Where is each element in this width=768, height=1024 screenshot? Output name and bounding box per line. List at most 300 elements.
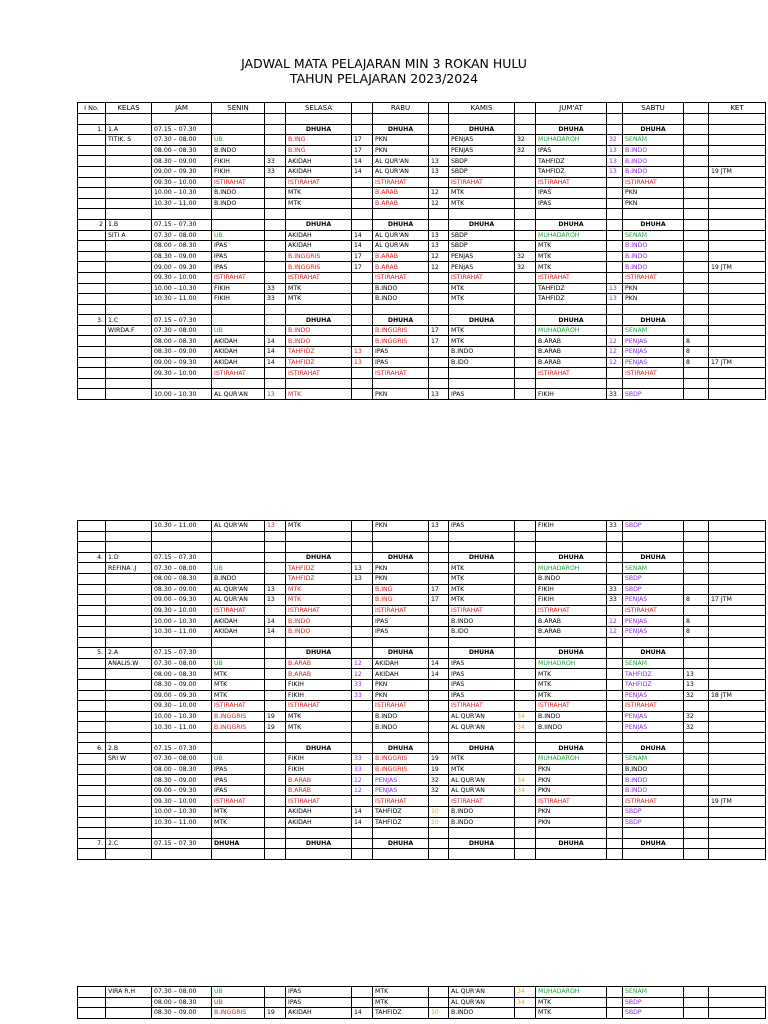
cell-kelas (106, 785, 152, 796)
cell-ket: 17 JTM (709, 357, 766, 368)
cell-jumat: MUHADAROH (536, 135, 607, 146)
cell-ket (709, 764, 766, 775)
cell-sabtu-num: 13 (684, 669, 709, 680)
cell-senin-num: 14 (265, 336, 286, 347)
cell-sabtu: PENJAS (623, 690, 684, 701)
cell-senin-num (265, 658, 286, 669)
cell-jumat: FIKIH (536, 521, 607, 532)
cell-rabu (373, 828, 429, 839)
cell-sabtu-num (684, 658, 709, 669)
cell-senin: IPAS (212, 764, 265, 775)
cell-ket (709, 637, 766, 648)
cell-jumat: PKN (536, 775, 607, 786)
cell-sabtu (623, 849, 684, 860)
cell-ket (709, 283, 766, 294)
cell-kelas (106, 669, 152, 680)
table-row (78, 595, 766, 606)
cell-kamis-num (515, 648, 536, 659)
cell-rabu-num: 19 (429, 754, 449, 765)
cell-selasa: AKIDAH (286, 807, 352, 818)
cell-selasa-num (352, 315, 373, 326)
cell-no (78, 595, 106, 606)
cell-jumat-num (607, 838, 623, 849)
cell-jam (152, 732, 212, 743)
cell-jumat: DHUHA (536, 648, 607, 659)
table-row (78, 997, 766, 1008)
cell-no (78, 711, 106, 722)
cell-selasa: FIKIH (286, 764, 352, 775)
cell-sabtu (623, 542, 684, 553)
table-row (78, 690, 766, 701)
cell-ket (709, 304, 766, 315)
cell-selasa: MTK (286, 188, 352, 199)
cell-jumat-num (607, 209, 623, 220)
header-jumat: JUM'AT (536, 103, 607, 114)
cell-senin: IPAS (212, 262, 265, 273)
cell-ket (709, 849, 766, 860)
cell-kelas (106, 251, 152, 262)
cell-rabu-num: 12 (429, 188, 449, 199)
cell-senin: ISTIRAHAT (212, 796, 265, 807)
cell-jumat: PKN (536, 807, 607, 818)
document-title: JADWAL MATA PELAJARAN MIN 3 ROKAN HULU (241, 56, 527, 71)
cell-rabu-num (429, 552, 449, 563)
cell-rabu: DHUHA (373, 124, 429, 135)
cell-jumat-num: 12 (607, 347, 623, 358)
table-row (78, 701, 766, 712)
cell-jam: 09.00 – 09.30 (152, 262, 212, 273)
cell-selasa-num: 14 (352, 817, 373, 828)
cell-selasa: B.ING (286, 145, 352, 156)
cell-sabtu-num (684, 209, 709, 220)
cell-no (78, 584, 106, 595)
cell-kelas: VIRA R.H (106, 987, 152, 998)
cell-jam: 09.30 – 10.00 (152, 605, 212, 616)
cell-selasa-num (352, 378, 373, 389)
cell-senin: FIKIH (212, 283, 265, 294)
cell-sabtu-num (684, 807, 709, 818)
cell-ket: 18 JTM (709, 690, 766, 701)
cell-rabu: AKIDAH (373, 669, 429, 680)
cell-kelas (106, 521, 152, 532)
cell-kamis-num (515, 294, 536, 305)
cell-senin: ISTIRAHAT (212, 177, 265, 188)
cell-rabu (373, 732, 429, 743)
cell-jumat (536, 542, 607, 553)
cell-jam: 08.30 – 09.00 (152, 251, 212, 262)
header-kelas: KELAS (106, 103, 152, 114)
cell-rabu-num: 13 (429, 389, 449, 400)
cell-senin-num (265, 272, 286, 283)
cell-selasa: AKIDAH (286, 230, 352, 241)
cell-senin: AL QUR'AN (212, 595, 265, 606)
cell-selasa: B.ARAB (286, 669, 352, 680)
cell-sabtu: ISTIRAHAT (623, 368, 684, 379)
cell-rabu-num: 13 (429, 230, 449, 241)
cell-senin-num: 14 (265, 357, 286, 368)
cell-rabu-num (429, 357, 449, 368)
cell-selasa: MTK (286, 294, 352, 305)
cell-jam (152, 531, 212, 542)
cell-sabtu-num: 8 (684, 357, 709, 368)
cell-rabu-num: 13 (429, 166, 449, 177)
cell-rabu-num (429, 124, 449, 135)
cell-kamis: SBDP (449, 230, 515, 241)
cell-rabu: MTK (373, 997, 429, 1008)
cell-jam: 09.00 – 09.30 (152, 785, 212, 796)
cell-jumat: B.ARAB (536, 616, 607, 627)
cell-jumat-num (607, 198, 623, 209)
cell-kamis: ISTIRAHAT (449, 177, 515, 188)
document-subtitle: TAHUN PELAJARAN 2023/2024 (289, 71, 479, 86)
cell-jumat: B.INDO (536, 573, 607, 584)
cell-rabu-num: 12 (429, 198, 449, 209)
cell-kamis-num (515, 166, 536, 177)
cell-no (78, 807, 106, 818)
table-row (78, 849, 766, 860)
table-row (78, 679, 766, 690)
cell-no (78, 690, 106, 701)
cell-sabtu-num (684, 531, 709, 542)
cell-jumat-num (607, 325, 623, 336)
cell-senin-num (265, 828, 286, 839)
cell-rabu: DHUHA (373, 219, 429, 230)
cell-no (78, 754, 106, 765)
table-row (78, 743, 766, 754)
cell-jumat-num (607, 807, 623, 818)
cell-sabtu-num (684, 272, 709, 283)
cell-selasa-num (352, 616, 373, 627)
cell-sabtu-num: 8 (684, 347, 709, 358)
cell-kelas: SITI A (106, 230, 152, 241)
cell-senin (212, 315, 265, 326)
cell-sabtu: TAHFIDZ (623, 679, 684, 690)
cell-sabtu: B.INDO (623, 145, 684, 156)
header-kamis: KAMIS (449, 103, 515, 114)
cell-sabtu-num (684, 315, 709, 326)
cell-rabu (373, 114, 429, 125)
cell-selasa: MTK (286, 584, 352, 595)
cell-jumat (536, 378, 607, 389)
cell-senin-num (265, 368, 286, 379)
cell-jumat-num (607, 188, 623, 199)
table-row (78, 563, 766, 574)
cell-sabtu-num (684, 849, 709, 860)
cell-selasa (286, 732, 352, 743)
cell-rabu-num (429, 605, 449, 616)
cell-no (78, 368, 106, 379)
cell-selasa-num (352, 368, 373, 379)
cell-jam: 09.30 – 10.00 (152, 177, 212, 188)
cell-sabtu: SENAM (623, 754, 684, 765)
cell-jumat: FIKIH (536, 595, 607, 606)
cell-sabtu: B.INDO (623, 166, 684, 177)
header-senin: SENIN (212, 103, 265, 114)
cell-sabtu-num (684, 785, 709, 796)
cell-kelas (106, 283, 152, 294)
cell-jam: 08.30 – 09.00 (152, 347, 212, 358)
cell-senin (212, 378, 265, 389)
cell-selasa-num: 14 (352, 1008, 373, 1019)
cell-rabu-num (429, 679, 449, 690)
cell-sabtu-num (684, 648, 709, 659)
cell-sabtu: SENAM (623, 658, 684, 669)
cell-kelas (106, 188, 152, 199)
cell-rabu-num (429, 849, 449, 860)
cell-rabu (373, 531, 429, 542)
cell-rabu-num (429, 796, 449, 807)
cell-kelas (106, 378, 152, 389)
cell-rabu: ISTIRAHAT (373, 701, 429, 712)
cell-selasa-num (352, 552, 373, 563)
cell-sabtu-num (684, 124, 709, 135)
cell-kamis-num (515, 764, 536, 775)
table-row (78, 987, 766, 998)
cell-kamis-num: 34 (515, 711, 536, 722)
cell-kamis-num (515, 368, 536, 379)
cell-kamis-num (515, 124, 536, 135)
cell-senin-num (265, 219, 286, 230)
cell-jumat-num (607, 177, 623, 188)
cell-selasa: MTK (286, 198, 352, 209)
cell-rabu-num (429, 637, 449, 648)
cell-jam (152, 378, 212, 389)
cell-sabtu: SENAM (623, 563, 684, 574)
cell-jumat: PKN (536, 785, 607, 796)
cell-jumat: DHUHA (536, 552, 607, 563)
cell-senin: B.INDO (212, 188, 265, 199)
cell-no (78, 785, 106, 796)
cell-selasa-num: 13 (352, 347, 373, 358)
table-row (78, 711, 766, 722)
cell-kamis: PENJAS (449, 251, 515, 262)
cell-rabu: AKIDAH (373, 658, 429, 669)
cell-selasa: B.ING (286, 135, 352, 146)
cell-senin: UB (212, 563, 265, 574)
cell-selasa-num: 17 (352, 135, 373, 146)
cell-jumat-num (607, 563, 623, 574)
cell-selasa-num (352, 595, 373, 606)
cell-kamis: B.INDO (449, 1008, 515, 1019)
cell-ket (709, 616, 766, 627)
cell-senin: UB (212, 754, 265, 765)
cell-jumat: MUHADROH (536, 658, 607, 669)
cell-jam: 07.15 – 07.30 (152, 743, 212, 754)
table-row (78, 637, 766, 648)
cell-selasa (286, 209, 352, 220)
cell-senin: B.INDO (212, 145, 265, 156)
cell-jumat: B.IINDO (536, 722, 607, 733)
table-row (78, 754, 766, 765)
cell-jumat: B.ARAB (536, 347, 607, 358)
cell-kamis (449, 114, 515, 125)
table-row (78, 531, 766, 542)
cell-rabu: B.ARAB (373, 262, 429, 273)
cell-kamis: AL QUR'AN (449, 785, 515, 796)
cell-sabtu-num (684, 177, 709, 188)
cell-senin-num: 14 (265, 347, 286, 358)
cell-rabu: B.ARAB (373, 198, 429, 209)
cell-ket (709, 294, 766, 305)
cell-selasa-num (352, 722, 373, 733)
cell-no (78, 304, 106, 315)
cell-kamis-num (515, 272, 536, 283)
cell-no (78, 542, 106, 553)
cell-senin-num (265, 209, 286, 220)
cell-rabu-num (429, 135, 449, 146)
cell-sabtu (623, 531, 684, 542)
cell-jumat (536, 209, 607, 220)
cell-selasa-num (352, 325, 373, 336)
cell-jam: 10.30 – 11.00 (152, 521, 212, 532)
cell-senin-num (265, 775, 286, 786)
cell-rabu-num (429, 997, 449, 1008)
cell-kamis (449, 542, 515, 553)
cell-jumat: ISTIRAHAT (536, 701, 607, 712)
cell-ket (709, 775, 766, 786)
cell-kamis: AL QUR'AN (449, 987, 515, 998)
cell-senin: B.INGGRIS (212, 722, 265, 733)
cell-sabtu-num (684, 389, 709, 400)
cell-kelas: REFINA .J (106, 563, 152, 574)
cell-jam (152, 849, 212, 860)
cell-senin-num (265, 605, 286, 616)
cell-sabtu: DHUHA (623, 124, 684, 135)
cell-rabu: DHUHA (373, 743, 429, 754)
cell-jam: 08.00 – 08.30 (152, 764, 212, 775)
cell-selasa-num: 14 (352, 230, 373, 241)
cell-kamis-num: 34 (515, 987, 536, 998)
cell-jam: 10.00 – 10.30 (152, 807, 212, 818)
cell-sabtu-num (684, 552, 709, 563)
cell-kamis-num (515, 283, 536, 294)
table-row (78, 389, 766, 400)
cell-senin: UB (212, 325, 265, 336)
cell-rabu-num (429, 828, 449, 839)
cell-selasa-num (352, 987, 373, 998)
cell-kamis-num (515, 828, 536, 839)
table-row (78, 1008, 766, 1019)
cell-senin: UB (212, 135, 265, 146)
cell-selasa: ISTIRAHAT (286, 796, 352, 807)
cell-jumat (536, 114, 607, 125)
schedule-table-page3 (77, 986, 766, 1019)
cell-selasa: FIKIH (286, 690, 352, 701)
cell-sabtu: ISTIRAHAT (623, 701, 684, 712)
cell-jumat-num (607, 764, 623, 775)
cell-kelas (106, 828, 152, 839)
table-row (78, 272, 766, 283)
cell-no: 6. (78, 743, 106, 754)
table-row (78, 177, 766, 188)
cell-kelas: ANALIS.W (106, 658, 152, 669)
cell-no (78, 658, 106, 669)
cell-kamis (449, 304, 515, 315)
cell-selasa (286, 304, 352, 315)
cell-no: 3. (78, 315, 106, 326)
cell-kamis-num (515, 114, 536, 125)
cell-selasa: B.ARAB (286, 785, 352, 796)
cell-sabtu-num (684, 1008, 709, 1019)
cell-sabtu-num (684, 368, 709, 379)
cell-sabtu-num (684, 219, 709, 230)
cell-rabu-num (429, 315, 449, 326)
cell-sabtu: PKN (623, 188, 684, 199)
cell-senin-num: 19 (265, 711, 286, 722)
cell-kamis-num (515, 521, 536, 532)
cell-ket (709, 325, 766, 336)
cell-jam: 07.15 – 07.30 (152, 219, 212, 230)
cell-jam: 09.30 – 10.00 (152, 368, 212, 379)
cell-no (78, 325, 106, 336)
cell-senin: FIKIH (212, 156, 265, 167)
cell-ket (709, 679, 766, 690)
cell-ket (709, 368, 766, 379)
table-row (78, 368, 766, 379)
cell-kamis-num (515, 542, 536, 553)
cell-sabtu-num (684, 542, 709, 553)
cell-senin-num (265, 669, 286, 680)
cell-jumat-num: 13 (607, 145, 623, 156)
cell-rabu-num (429, 347, 449, 358)
cell-jumat-num (607, 701, 623, 712)
cell-senin-num (265, 997, 286, 1008)
cell-jam: 08.00 – 08.30 (152, 997, 212, 1008)
cell-ket (709, 114, 766, 125)
cell-sabtu: SENAM (623, 135, 684, 146)
cell-selasa: MTK (286, 595, 352, 606)
cell-jam: 08.30 – 09.00 (152, 584, 212, 595)
cell-selasa-num (352, 542, 373, 553)
cell-jumat: DHUHA (536, 743, 607, 754)
cell-senin: FIKIH (212, 166, 265, 177)
cell-kamis-num: 34 (515, 722, 536, 733)
cell-rabu-num (429, 616, 449, 627)
cell-kamis (449, 209, 515, 220)
cell-sabtu-num (684, 230, 709, 241)
cell-senin (212, 743, 265, 754)
cell-rabu: B.INGGRIS (373, 764, 429, 775)
cell-kamis-num (515, 595, 536, 606)
cell-jam: 07.30 – 08.00 (152, 563, 212, 574)
cell-selasa: AKIDAH (286, 241, 352, 252)
cell-jumat-num (607, 272, 623, 283)
cell-no (78, 347, 106, 358)
cell-selasa-num: 33 (352, 690, 373, 701)
cell-jam: 07.15 – 07.30 (152, 838, 212, 849)
cell-sabtu-num (684, 743, 709, 754)
cell-sabtu: SBDP (623, 521, 684, 532)
cell-rabu: PKN (373, 563, 429, 574)
table-row (78, 283, 766, 294)
cell-senin: AKIDAH (212, 616, 265, 627)
cell-sabtu-num (684, 251, 709, 262)
cell-jumat: PKN (536, 764, 607, 775)
header-kamis-num (515, 103, 536, 114)
cell-no (78, 828, 106, 839)
cell-sabtu-num (684, 166, 709, 177)
cell-jam: 07.30 – 08.00 (152, 658, 212, 669)
cell-kelas (106, 166, 152, 177)
cell-selasa: B.INGGRIS (286, 262, 352, 273)
cell-selasa: DHUHA (286, 743, 352, 754)
cell-jumat-num (607, 637, 623, 648)
cell-selasa: AKIDAH (286, 1008, 352, 1019)
cell-jumat-num: 13 (607, 156, 623, 167)
cell-sabtu-num (684, 521, 709, 532)
cell-kamis: ISTIRAHAT (449, 796, 515, 807)
cell-senin: DHUHA (212, 838, 265, 849)
